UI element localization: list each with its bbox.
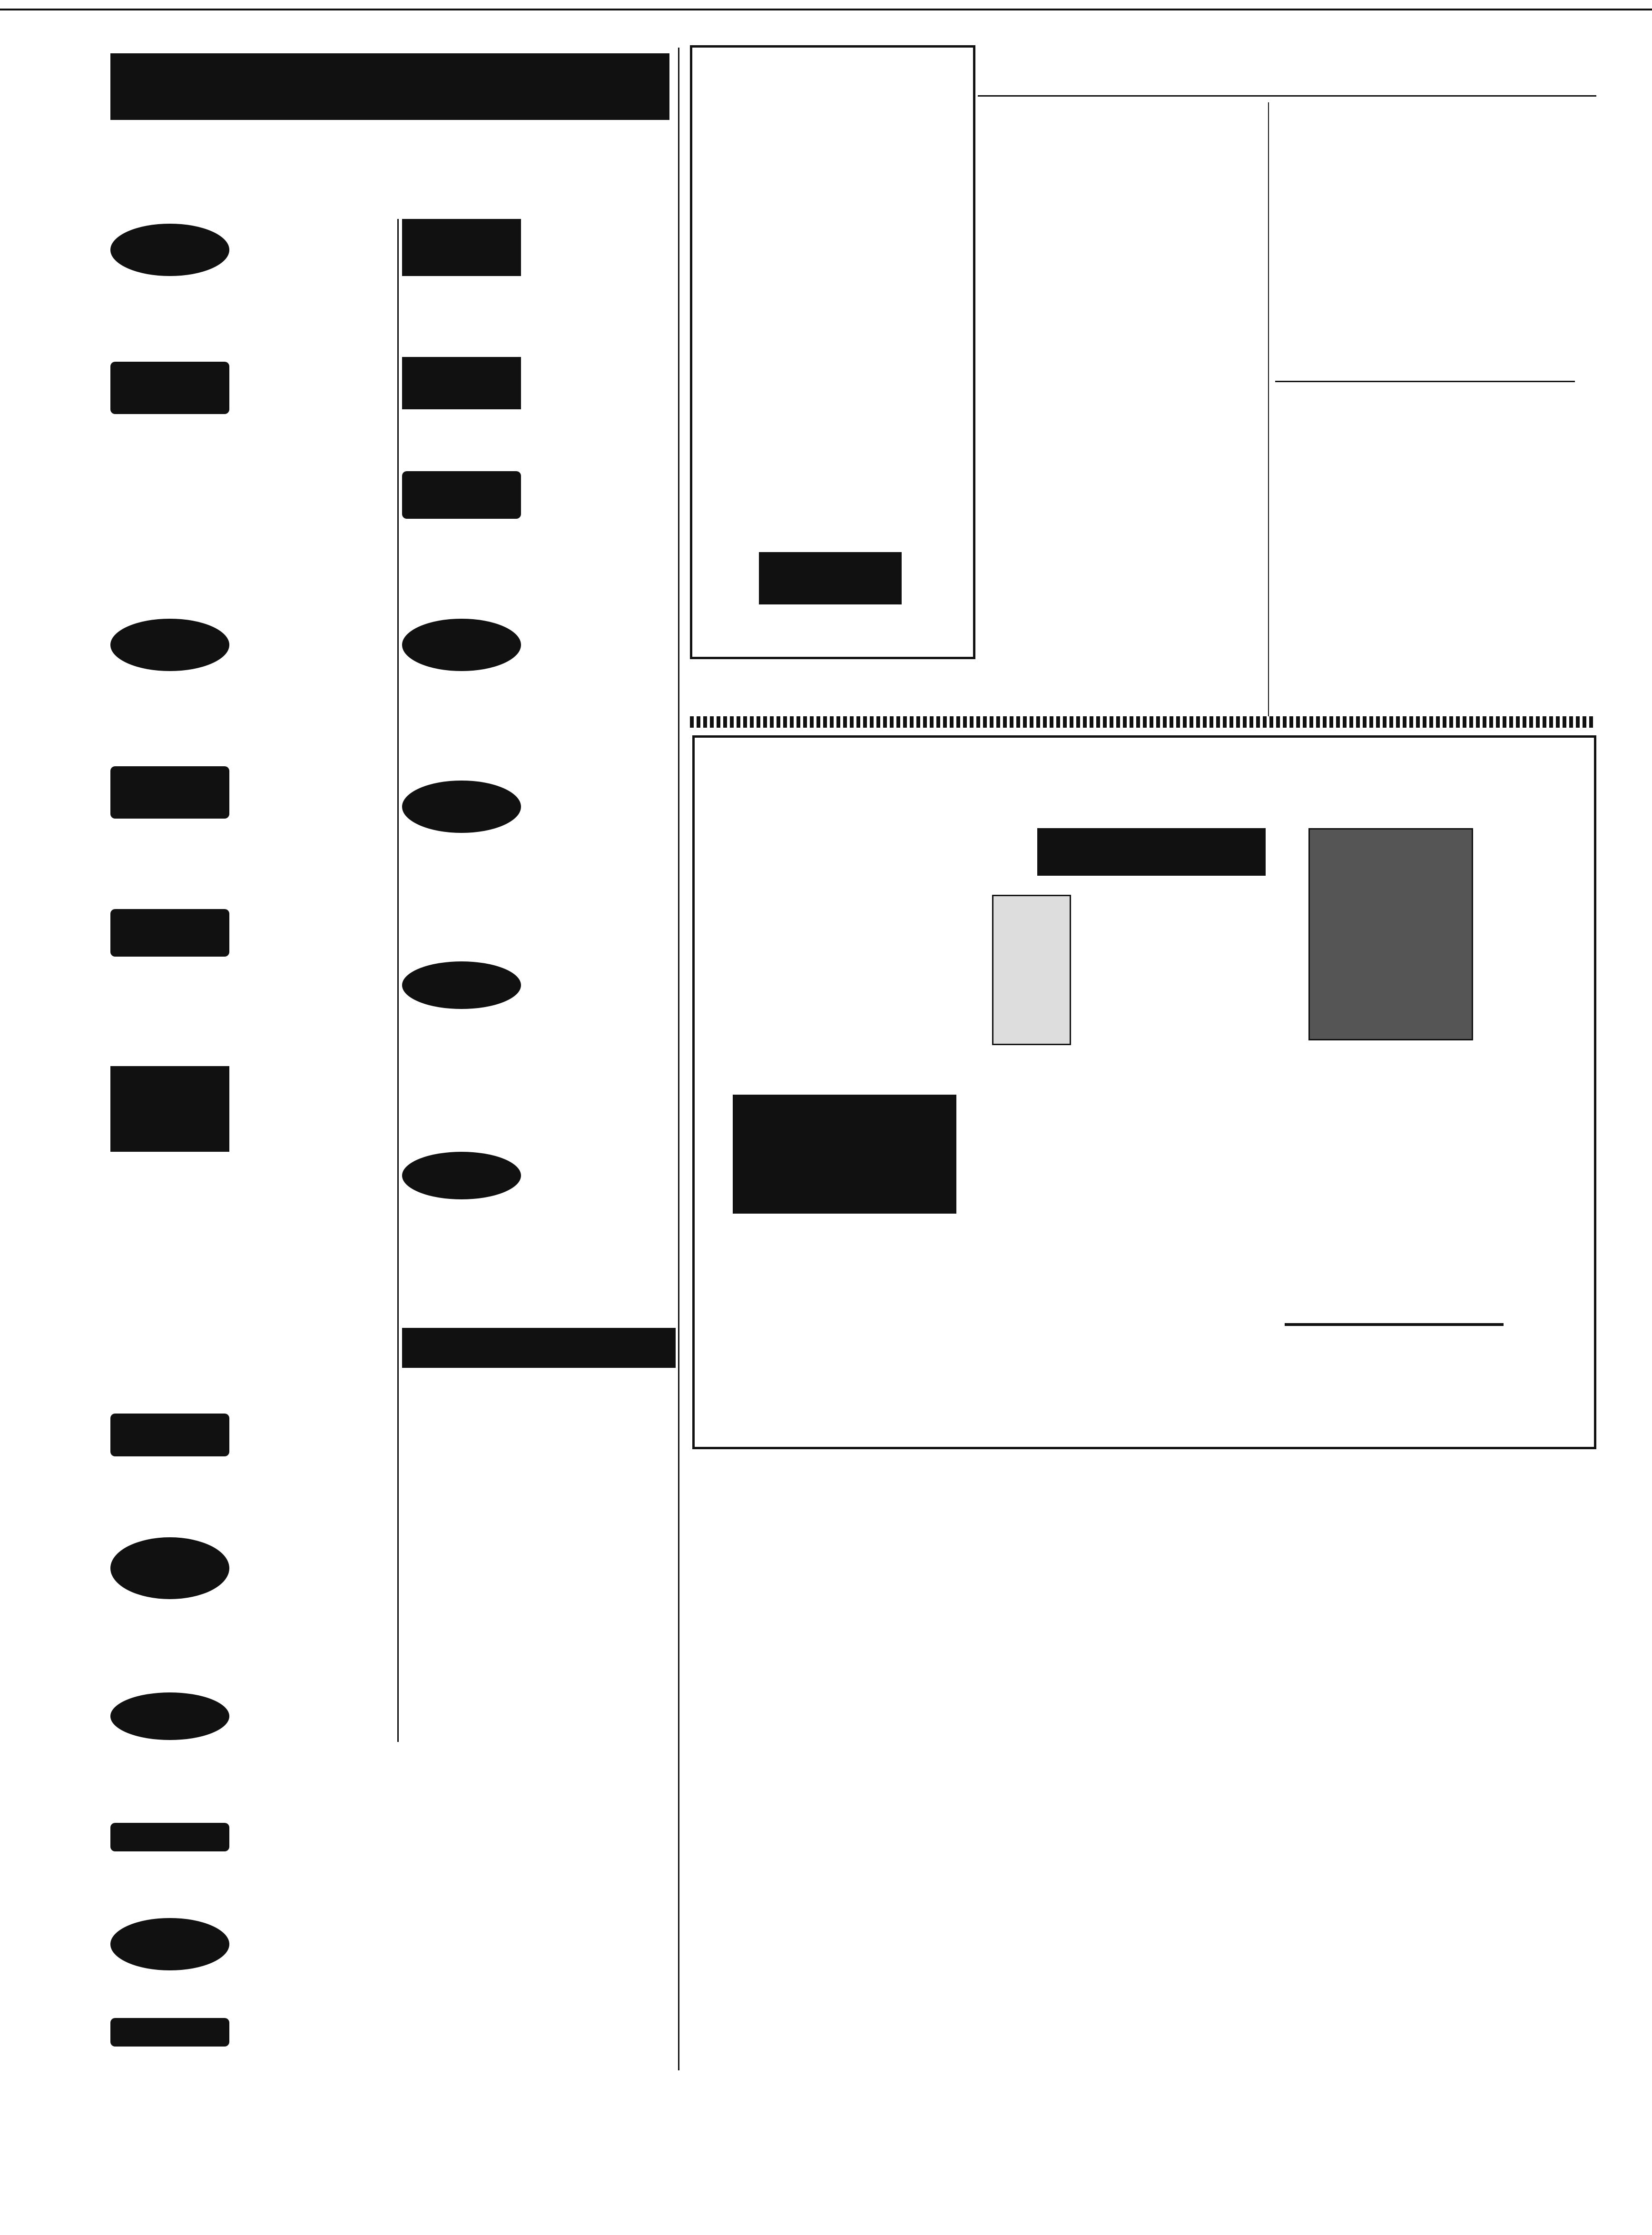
masthead-title — [110, 53, 669, 120]
terrasse-logo — [110, 1823, 229, 1851]
mundial-logo — [110, 1537, 229, 1599]
curso-rule — [978, 95, 1596, 97]
tivoli-logo — [110, 224, 229, 276]
variedades-dulce — [1285, 1323, 1504, 1326]
ribeirinho-photo — [992, 895, 1071, 1045]
politeama-logo — [110, 909, 229, 957]
angola-rule — [1275, 381, 1575, 382]
imperio-logo — [402, 219, 521, 276]
curso-col-divider — [1268, 102, 1269, 716]
outros-title — [402, 1328, 676, 1368]
estudio-logo — [402, 357, 521, 409]
avis-logo — [402, 781, 521, 833]
column-divider — [678, 48, 679, 2070]
odeon-logo — [402, 961, 521, 1009]
capitolio-play — [733, 1095, 956, 1214]
separator-ticker — [690, 716, 1594, 728]
eden-logo — [110, 619, 229, 671]
monumental-theatre-logo — [1037, 828, 1266, 876]
top-rule — [0, 9, 1652, 10]
ideal-logo — [110, 1918, 229, 1970]
column-divider — [397, 219, 399, 1742]
hunter-estudio-logo — [759, 552, 902, 604]
alvalade-logo — [110, 1414, 229, 1456]
saojorge-logo — [110, 766, 229, 819]
saoluiz-logo — [402, 471, 521, 519]
estudio444-logo — [110, 1066, 229, 1152]
leonia-photo — [1308, 828, 1473, 1040]
luz-logo — [110, 2018, 229, 2047]
monumental-logo — [110, 362, 229, 414]
condes-logo — [402, 1152, 521, 1199]
restelo-logo — [110, 1692, 229, 1740]
roma-logo — [402, 619, 521, 671]
